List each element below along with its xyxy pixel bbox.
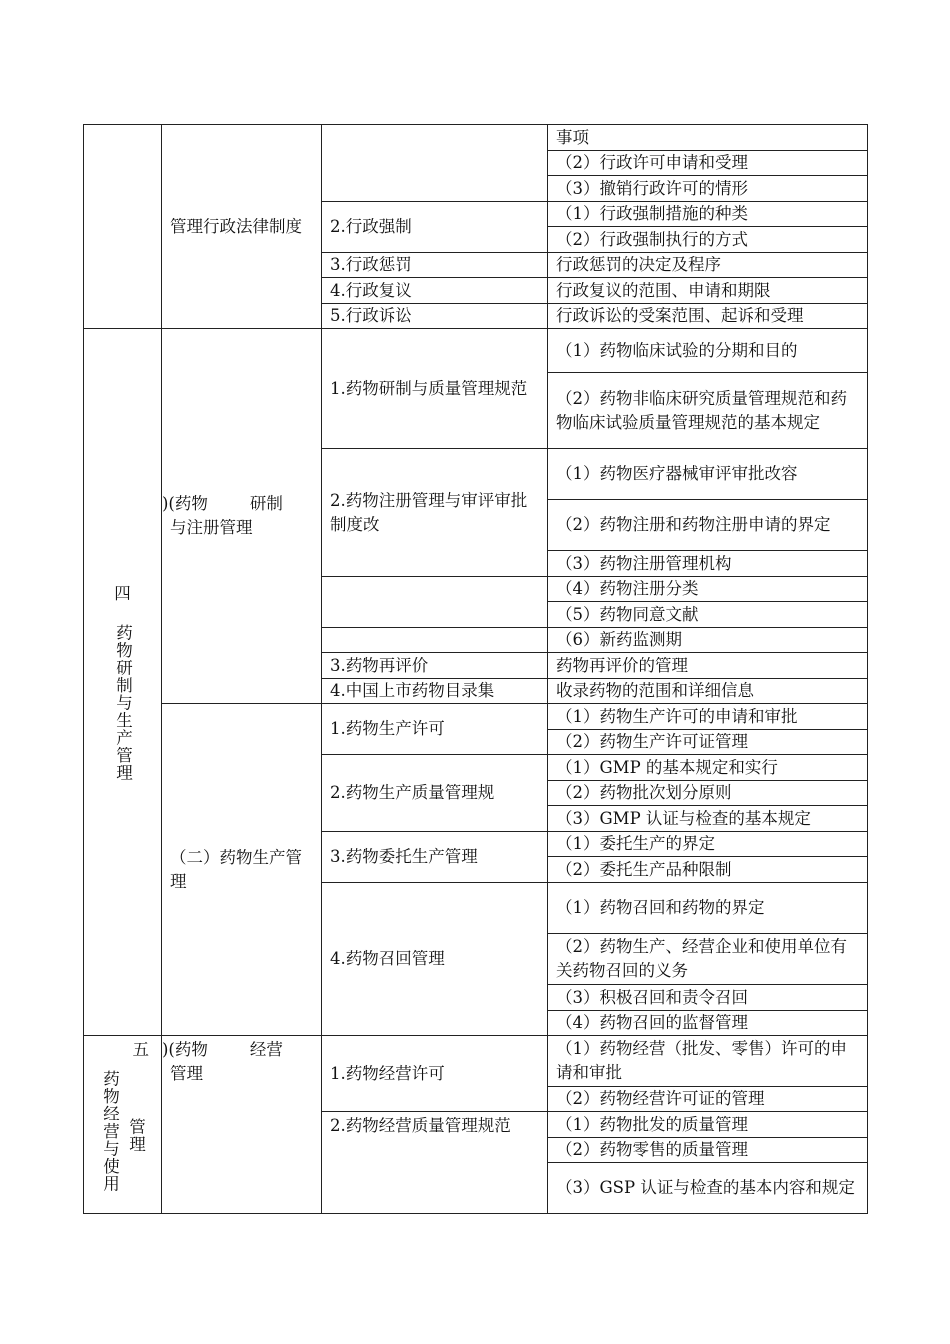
item-cell: （5）药物同意文献 [548,602,868,628]
item-cell: （2）药物经营许可证的管理 [548,1087,868,1112]
item-cell: （1）GMP 的基本规定和实行 [548,755,868,781]
item-cell: （3）GMP 认证与检查的基本规定 [548,806,868,832]
unit-label-b: 研制 [249,494,283,513]
unit-cell [162,329,322,704]
category-cell [84,329,162,1036]
subunit-cell: 4.中国上市药物目录集 [322,679,548,704]
table-row [84,329,868,373]
item-cell: （1）行政强制措施的种类 [548,202,868,227]
item-cell: （3）GSP 认证与检查的基本内容和规定 [548,1163,868,1214]
subunit-cell: 5.行政诉讼 [322,304,548,329]
subunit-cell: 1.药物生产许可 [322,704,548,755]
category-number: 五 [132,1040,149,1059]
item-cell: （2）委托生产品种限制 [548,857,868,883]
unit-cell [162,1036,322,1214]
subunit-cell: 3.行政惩罚 [322,253,548,278]
unit-label-a: )(药物 [162,494,208,513]
item-cell: 事项 [548,125,868,151]
item-cell: （2）药物生产许可证管理 [548,730,868,755]
item-cell: （2）药物批次划分原则 [548,781,868,806]
category-cell [84,125,162,329]
unit-label: 管理行政法律制度 [170,216,302,236]
item-cell: 行政惩罚的决定及程序 [548,253,868,278]
item-cell: （2）行政强制执行的方式 [548,227,868,253]
unit-label-b: 经营 [249,1040,283,1059]
unit-label-c: 与注册管理 [170,518,253,537]
item-cell: （3）药物注册管理机构 [548,551,868,577]
item-cell: （2）药物生产、经营企业和使用单位有关药物召回的义务 [548,934,868,985]
category-cell [84,1036,162,1214]
item-cell: （2）行政许可申请和受理 [548,151,868,176]
subunit-cell: 3.药物再评价 [322,653,548,679]
item-cell: （1）药物临床试验的分期和目的 [548,329,868,373]
item-cell: （1）药物批发的质量管理 [548,1112,868,1138]
unit-cell [162,125,322,329]
item-cell: （2）药物零售的质量管理 [548,1138,868,1163]
subunit-cell [322,577,548,628]
subunit-cell: 3.药物委托生产管理 [322,832,548,883]
subunit-cell: 4.行政复议 [322,278,548,304]
item-cell: 收录药物的范围和详细信息 [548,679,868,704]
table-row [84,1036,868,1087]
unit-label-a: )(药物 [162,1040,208,1059]
subunit-cell: 1.药物研制与质量管理规范 [322,329,548,449]
unit-cell: （二）药物生产管理 [162,704,322,1036]
category-title: 药物研制与生产管理 [113,624,133,782]
category-title-extra: 管理 [126,1118,146,1153]
subunit-cell: 1.药物经营许可 [322,1036,548,1112]
subunit-cell: 2.药物生产质量管理规 [322,755,548,832]
item-cell: 行政诉讼的受案范围、起诉和受理 [548,304,868,329]
unit-label-c: 管理 [170,1064,203,1083]
item-cell: （3）积极召回和责令召回 [548,985,868,1011]
subunit-cell: 2.行政强制 [322,202,548,253]
subunit-cell: 2.药物注册管理与审评审批制度改 [322,449,548,577]
subunit-cell: 4.药物召回管理 [322,883,548,1036]
table-row [84,704,868,730]
item-cell: （1）委托生产的界定 [548,832,868,857]
item-cell: （3）撤销行政许可的情形 [548,176,868,202]
item-cell: 药物再评价的管理 [548,653,868,679]
subunit-cell: 2.药物经营质量管理规范 [322,1112,548,1214]
item-cell: （4）药物召回的监督管理 [548,1011,868,1036]
item-cell: 行政复议的范围、申请和期限 [548,278,868,304]
item-cell: （2）药物注册和药物注册申请的界定 [548,500,868,551]
item-cell: （1）药物召回和药物的界定 [548,883,868,934]
item-cell: （4）药物注册分类 [548,577,868,602]
outline-table [83,124,868,1214]
item-cell: （6）新药监测期 [548,628,868,653]
item-cell: （1）药物医疗器械审评审批改容 [548,449,868,500]
item-cell: （1）药物生产许可的申请和审批 [548,704,868,730]
item-cell: （1）药物经营（批发、零售）许可的申请和审批 [548,1036,868,1087]
category-title: 药物经营与使用 [100,1070,120,1193]
subunit-cell [322,125,548,202]
item-cell: （2）药物非临床研究质量管理规范和药物临床试验质量管理规范的基本规定 [548,373,868,449]
subunit-cell [322,628,548,653]
table-row [84,125,868,151]
category-number: 四 [114,584,131,604]
